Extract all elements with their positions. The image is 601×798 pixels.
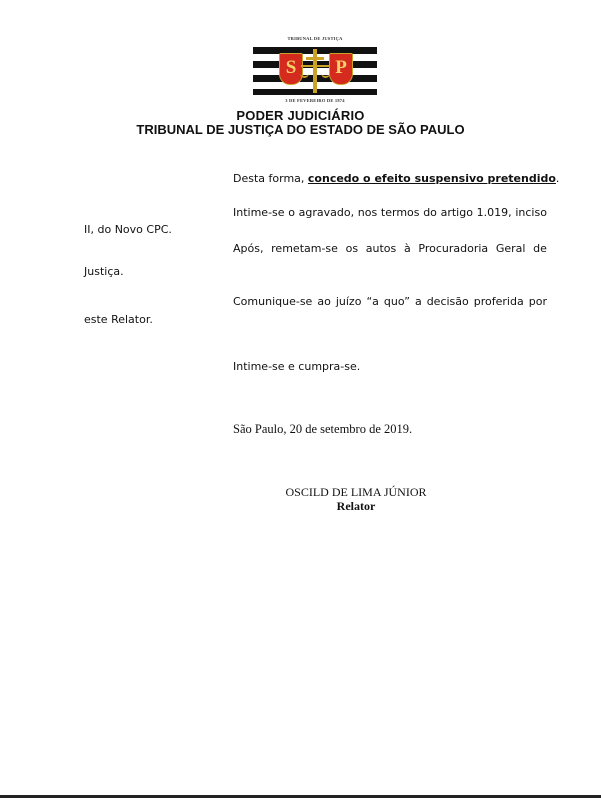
word: quo” xyxy=(383,295,410,308)
emblem-shield-right xyxy=(329,53,353,85)
signature-name: OSCILD DE LIMA JÚNIOR xyxy=(285,485,427,499)
header-poder-judiciario: PODER JUDICIÁRIO xyxy=(236,108,365,123)
paragraph-1-prefix: Desta forma, xyxy=(233,172,305,185)
paragraph-1-suffix: . xyxy=(555,172,560,185)
word: decisão xyxy=(426,295,469,308)
paragraph-2-line-1 xyxy=(233,206,547,219)
word: por xyxy=(528,295,547,308)
signature-role: Relator xyxy=(336,499,376,513)
word: 1.019, xyxy=(476,206,512,219)
word: termos xyxy=(380,206,420,219)
scales-icon xyxy=(301,65,329,67)
word: inciso xyxy=(515,206,547,219)
word: proferida xyxy=(473,295,524,308)
emblem-bottom-text: 3 DE FEVEREIRO DE 1874 xyxy=(285,98,345,103)
sword-guard-icon xyxy=(306,57,324,60)
header-tribunal: TRIBUNAL DE JUSTIÇA DO ESTADO DE SÃO PAULO xyxy=(136,122,465,137)
word: Intime-se xyxy=(233,206,285,219)
emblem-top-text: TRIBUNAL DE JUSTIÇA xyxy=(287,36,343,41)
word: o xyxy=(288,206,295,219)
paragraph-3-line-2: Justiça. xyxy=(84,265,124,278)
word: Procuradoria xyxy=(418,242,489,255)
word: do xyxy=(423,206,437,219)
emblem-stripes xyxy=(253,45,377,95)
paragraph-4-line-2: este Relator. xyxy=(84,313,153,326)
word: juízo xyxy=(335,295,362,308)
paragraph-5: Intime-se e cumpra-se. xyxy=(233,360,361,373)
paragraph-1-emphasis: concedo o efeito suspensivo pretendido xyxy=(307,172,556,185)
word: remetam-se xyxy=(271,242,338,255)
word: a xyxy=(414,295,422,308)
word: Geral xyxy=(495,242,526,255)
court-emblem xyxy=(253,36,377,106)
word: autos xyxy=(365,242,397,255)
emblem-letter-p: P xyxy=(335,57,347,78)
word: “a xyxy=(366,295,379,308)
paragraph-3-line-1 xyxy=(233,242,547,255)
word: Comunique-se xyxy=(233,295,313,308)
word: agravado, xyxy=(298,206,355,219)
emblem-shield-left xyxy=(279,53,303,85)
emblem-letter-s: S xyxy=(285,57,297,78)
sword-icon xyxy=(313,49,317,93)
word: de xyxy=(533,242,547,255)
word: Após, xyxy=(233,242,264,255)
word: artigo xyxy=(440,206,473,219)
word: à xyxy=(403,242,411,255)
paragraph-1 xyxy=(233,172,559,185)
place-date: São Paulo, 20 de setembro de 2019. xyxy=(233,422,413,436)
word: os xyxy=(345,242,359,255)
paragraph-2-line-2: II, do Novo CPC. xyxy=(84,223,172,236)
word: ao xyxy=(317,295,331,308)
paragraph-4-line-1 xyxy=(233,295,547,308)
word: nos xyxy=(357,206,378,219)
